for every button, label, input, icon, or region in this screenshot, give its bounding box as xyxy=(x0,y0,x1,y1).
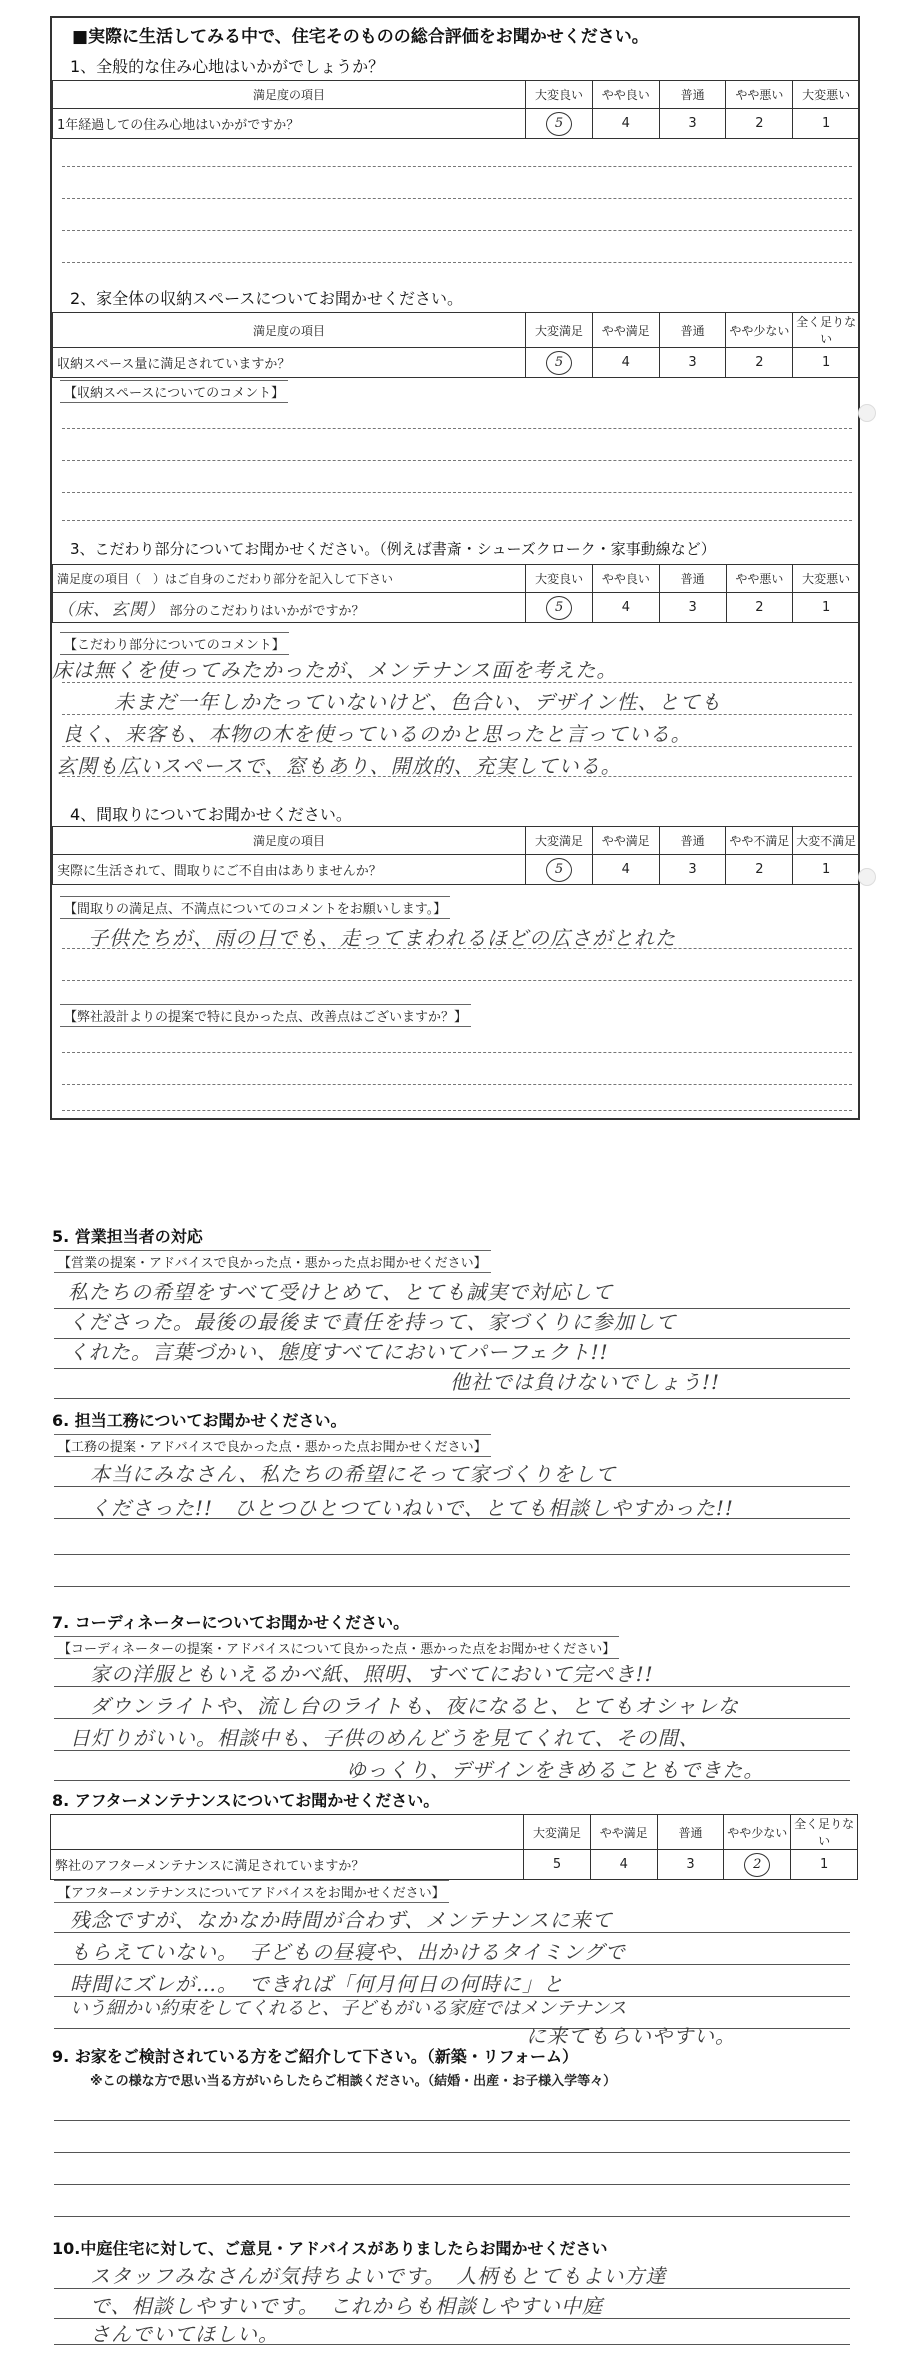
q8-handwriting-line: もらえていない。 子どもの昼寝や、出かけるタイミングで xyxy=(70,1940,626,1964)
q5-handwriting-line: 他社では負けないでしょう!! xyxy=(450,1370,721,1394)
q2-score[interactable]: 2 xyxy=(726,348,793,378)
comment-line xyxy=(62,230,852,231)
q3-score[interactable]: 2 xyxy=(726,593,793,623)
q4-head-item: 満足度の項目 xyxy=(53,827,526,855)
q8-score-selected[interactable]: 2 xyxy=(724,1850,791,1880)
comment-line xyxy=(62,428,852,429)
q6-handwriting-line: 本当にみなさん、私たちの希望にそって家づくりをして xyxy=(90,1462,617,1486)
q7-title: 7. コーディネーターについてお聞かせください。 xyxy=(52,1613,410,1632)
q10-handwriting-line: さんでいてほしい。 xyxy=(90,2322,279,2346)
q3-handwriting-line: 床は無くを使ってみたかったが、メンテナンス面を考えた。 xyxy=(52,658,618,682)
q8-head-col: やや少ない xyxy=(724,1815,791,1850)
q10-title: 10.中庭住宅に対して、ご意見・アドバイスがありましたらお聞かせください xyxy=(52,2239,608,2258)
q6-title: 6. 担当工務についてお聞かせください。 xyxy=(52,1411,347,1430)
q3-head-col: 大変悪い xyxy=(793,565,860,593)
q4-title: 4、間取りについてお聞かせください。 xyxy=(70,805,352,824)
q3-score[interactable]: 1 xyxy=(793,593,860,623)
q4-score[interactable]: 4 xyxy=(592,855,659,885)
q8-item: 弊社のアフターメンテナンスに満足されていますか？ xyxy=(51,1850,524,1880)
comment-line xyxy=(62,492,852,493)
q4-head-col: やや満足 xyxy=(592,827,659,855)
q6-handwriting-line: くださった!! ひとつひとつていねいで、とても相談しやすかった!! xyxy=(90,1496,734,1520)
q9-note: ※この様な方で思い当る方がいらしたらご相談ください。（結婚・出産・お子様入学等々） xyxy=(90,2074,617,2089)
comment-line xyxy=(62,1052,852,1053)
q3-head-col: 普通 xyxy=(659,565,726,593)
q8-head-item xyxy=(51,1815,524,1850)
comment-line xyxy=(62,460,852,461)
q4-rating-table xyxy=(52,826,860,885)
comment-line xyxy=(62,1084,852,1085)
q1-head-col: 大変悪い xyxy=(793,81,860,109)
q3-comment-label: 【こだわり部分についてのコメント】 xyxy=(60,632,289,655)
q1-head-col: やや良い xyxy=(592,81,659,109)
q2-head-item: 満足度の項目 xyxy=(53,313,526,348)
q1-score-selected[interactable]: 5 xyxy=(526,109,593,139)
main-header: ■実際に生活してみる中で、住宅そのものの総合評価をお聞かせください。 xyxy=(72,27,649,47)
comment-line xyxy=(62,948,852,949)
survey-sheet-2 xyxy=(50,1224,858,2348)
q2-comment-label: 【収納スペースについてのコメント】 xyxy=(60,380,288,403)
q8-score[interactable]: 5 xyxy=(524,1850,591,1880)
q8-score[interactable]: 4 xyxy=(590,1850,657,1880)
comment-line xyxy=(54,1586,850,1587)
q4-head-col: 普通 xyxy=(659,827,726,855)
q8-handwriting-line: いう細かい約束をしてくれると、子どもがいる家庭ではメンテナンス xyxy=(70,1998,627,2019)
q1-head-col: 普通 xyxy=(659,81,726,109)
q3-fill-handwriting: （床、玄関） xyxy=(57,600,157,620)
q3-head-col: 大変良い xyxy=(526,565,593,593)
comment-line xyxy=(54,2120,850,2121)
q3-head-item: 満足度の項目（ ）はご自身のこだわり部分を記入して下さい xyxy=(53,565,526,593)
comment-line xyxy=(54,1554,850,1555)
q4-handwriting-line: 子供たちが、雨の日でも、走ってまわれるほどの広さがとれた xyxy=(88,926,676,950)
survey-sheet-1 xyxy=(50,16,860,1120)
q3-title: 3、こだわり部分についてお聞かせください。（例えば書斎・シューズクローク・家事動線など） xyxy=(70,540,716,558)
q2-score[interactable]: 4 xyxy=(592,348,659,378)
q3-handwriting-line: 玄関も広いスペースで、窓もあり、開放的、充実している。 xyxy=(56,754,622,778)
comment-line xyxy=(54,1398,850,1399)
q5-label: 【営業の提案・アドバイスで良かった点・悪かった点お聞かせください】 xyxy=(54,1250,491,1273)
q2-head-col: 大変満足 xyxy=(526,313,593,348)
q8-score[interactable]: 1 xyxy=(791,1850,858,1880)
q1-head-item: 満足度の項目 xyxy=(53,81,526,109)
q3-handwriting-line: 良く、来客も、本物の木を使っているのかと思ったと言っている。 xyxy=(62,722,692,746)
q8-handwriting-line: 残念ですが、なかなか時間が合わず、メンテナンスに来て xyxy=(70,1908,613,1932)
q3-item-text: 部分のこだわりはいかがですか？ xyxy=(169,604,365,619)
q4-head-col: やや不満足 xyxy=(726,827,793,855)
q3-score[interactable]: 4 xyxy=(593,593,660,623)
q9-title: 9. お家をご検討されている方をご紹介して下さい。（新築・リフォーム） xyxy=(52,2047,578,2066)
q4-head-col: 大変不満足 xyxy=(793,827,860,855)
q1-score[interactable]: 1 xyxy=(793,109,860,139)
q1-title: 1、全般的な住み心地はいかがでしょうか？ xyxy=(70,57,385,76)
q2-head-col: やや満足 xyxy=(592,313,659,348)
q10-handwriting-line: で、相談しやすいです。 これからも相談しやすい中庭 xyxy=(90,2294,603,2318)
q4-proposal-label: 【弊社設計よりの提案で特に良かった点、改善点はございますか？】 xyxy=(60,1004,471,1027)
q3-head-col: やや良い xyxy=(593,565,660,593)
q7-handwriting-line: ダウンライトや、流し台のライトも、夜になると、とてもオシャレな xyxy=(90,1694,739,1718)
q3-item xyxy=(53,593,526,623)
q4-comment-label: 【間取りの満足点、不満点についてのコメントをお願いします。】 xyxy=(60,896,450,919)
q8-handwriting-line: に来てもらいやすい。 xyxy=(526,2024,736,2048)
q8-head-col: 全く足りない xyxy=(791,1815,858,1850)
q7-handwriting-line: ゆっくり、デザインをきめることもできた。 xyxy=(346,1758,765,1782)
q2-head-col: 普通 xyxy=(659,313,726,348)
q8-score[interactable]: 3 xyxy=(657,1850,724,1880)
q1-head-col: やや悪い xyxy=(726,81,793,109)
q4-score-selected[interactable]: 5 xyxy=(526,855,593,885)
q4-score[interactable]: 1 xyxy=(793,855,860,885)
q4-score[interactable]: 3 xyxy=(659,855,726,885)
q8-head-col: 普通 xyxy=(657,1815,724,1850)
hole-punch-mark xyxy=(858,868,876,886)
q4-score[interactable]: 2 xyxy=(726,855,793,885)
q5-handwriting-line: くれた。言葉づかい、態度すべてにおいてパーフェクト!! xyxy=(68,1340,609,1364)
q8-handwriting-line: 時間にズレが…。 できれば「何月何日の何時に」と xyxy=(70,1972,564,1996)
q2-rating-table xyxy=(52,312,860,378)
q3-score[interactable]: 3 xyxy=(659,593,726,623)
comment-line xyxy=(62,520,852,521)
q8-head-col: やや満足 xyxy=(590,1815,657,1850)
q1-item: 1年経過しての住み心地はいかがですか？ xyxy=(53,109,526,139)
comment-line xyxy=(62,1110,852,1111)
hole-punch-mark xyxy=(858,404,876,422)
q3-head-col: やや悪い xyxy=(726,565,793,593)
comment-line xyxy=(62,262,852,263)
q2-score[interactable]: 3 xyxy=(659,348,726,378)
comment-line xyxy=(62,198,852,199)
q4-item: 実際に生活されて、間取りにご不自由はありませんか？ xyxy=(53,855,526,885)
q6-label: 【工務の提案・アドバイスで良かった点・悪かった点お聞かせください】 xyxy=(54,1434,491,1457)
comment-line xyxy=(54,2152,850,2153)
q2-score[interactable]: 1 xyxy=(793,348,860,378)
q1-rating-table xyxy=(52,80,860,139)
q8-rating-table xyxy=(50,1814,858,1880)
comment-line xyxy=(62,980,852,981)
comment-line xyxy=(54,2184,850,2185)
q2-head-col: やや少ない xyxy=(726,313,793,348)
q2-item: 収納スペース量に満足されていますか？ xyxy=(53,348,526,378)
q4-head-col: 大変満足 xyxy=(526,827,593,855)
q3-handwriting-line: 未まだ一年しかたっていないけど、色合い、デザイン性、とても xyxy=(114,690,722,714)
q7-handwriting-line: 家の洋服ともいえるかべ紙、照明、すべてにおいて完ぺき!! xyxy=(90,1662,654,1686)
q2-score-selected[interactable]: 5 xyxy=(526,348,593,378)
q10-handwriting-line: スタッフみなさんが気持ちよいです。 人柄もとてもよい方達 xyxy=(90,2264,667,2288)
q1-head-col: 大変良い xyxy=(526,81,593,109)
comment-line xyxy=(54,2216,850,2217)
q8-label: 【アフターメンテナンスについてアドバイスをお聞かせください】 xyxy=(54,1880,449,1903)
q2-head-col: 全く足りない xyxy=(793,313,860,348)
q1-score[interactable]: 3 xyxy=(659,109,726,139)
q2-title: 2、家全体の収納スペースについてお聞かせください。 xyxy=(70,289,464,308)
q1-score[interactable]: 4 xyxy=(592,109,659,139)
q8-head-col: 大変満足 xyxy=(524,1815,591,1850)
comment-line xyxy=(62,166,852,167)
q7-label: 【コーディネーターの提案・アドバイスについて良かった点・悪かった点をお聞かせください】 xyxy=(54,1636,619,1659)
q3-score-selected[interactable]: 5 xyxy=(526,593,593,623)
q5-handwriting-line: 私たちの希望をすべて受けとめて、とても誠実で対応して xyxy=(68,1280,614,1304)
q3-rating-table xyxy=(52,564,860,623)
q7-handwriting-line: 日灯りがいい。相談中も、子供のめんどうを見てくれて、その間、 xyxy=(70,1726,700,1750)
q8-title: 8. アフターメンテナンスについてお聞かせください。 xyxy=(52,1791,440,1810)
q5-handwriting-line: くださった。最後の最後まで責任を持って、家づくりに参加して xyxy=(68,1310,677,1334)
q1-score[interactable]: 2 xyxy=(726,109,793,139)
q5-title: 5. 営業担当者の対応 xyxy=(52,1227,203,1246)
